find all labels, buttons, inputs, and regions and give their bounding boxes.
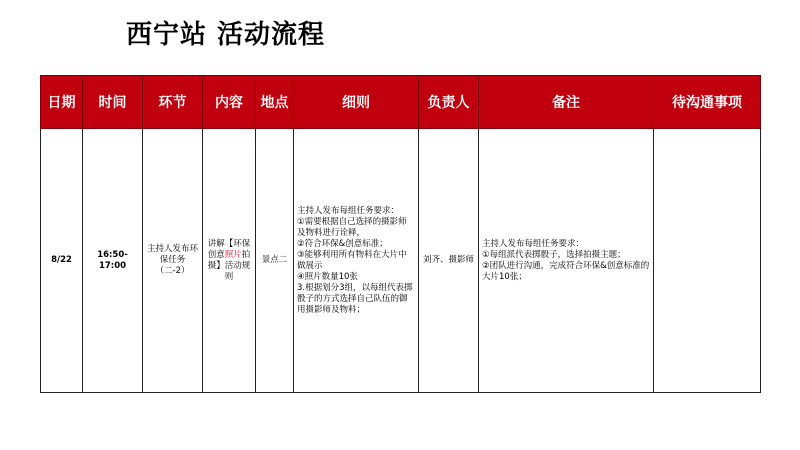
header-location: 地点 <box>256 76 294 129</box>
details-line: 3.根据划分3组，以每组代表掷骰子的方式选择自己队伍的御用摄影师及物料； <box>297 282 413 315</box>
page-title: 西宁站 活动流程 <box>126 20 326 50</box>
details-line: 主持人发布每组任务要求： <box>297 205 400 216</box>
details-line: ③能够利用所有物料在大片中做展示 <box>297 249 407 271</box>
details-line: ②符合环保&创意标准； <box>297 238 388 249</box>
content-suffix: 拍摄】活动规则 <box>207 249 251 282</box>
header-pending: 待沟通事项 <box>654 76 761 129</box>
cell-content <box>203 129 256 393</box>
header-content: 内容 <box>203 76 256 129</box>
notes-line: ①每组派代表掷骰子，选择拍摄主题； <box>482 249 626 260</box>
header-details: 细则 <box>294 76 419 129</box>
header-date: 日期 <box>41 76 83 129</box>
header-owner: 负责人 <box>419 76 479 129</box>
details-line: ④照片数量10张 <box>297 271 358 282</box>
header-time: 时间 <box>83 76 143 129</box>
cell-location: 景点二 <box>256 129 294 393</box>
content-highlight: 照片 <box>224 249 242 260</box>
content-prefix: 讲解【环保创意 <box>207 238 251 260</box>
cell-date: 8/22 <box>41 129 83 393</box>
details-line: ①需要根据自己选择的摄影师及物料进行诠释， <box>297 216 407 238</box>
table-header-row <box>41 76 761 129</box>
cell-details <box>294 129 419 393</box>
cell-time: 16:50-17:00 <box>83 129 143 393</box>
cell-segment: 主持人发布环保任务（二-2） <box>143 129 203 393</box>
cell-pending <box>654 129 761 393</box>
cell-notes <box>479 129 654 393</box>
header-notes: 备注 <box>479 76 654 129</box>
notes-line: 主持人发布每组任务要求： <box>482 238 585 249</box>
table-row <box>41 129 761 393</box>
notes-line: ②团队进行沟通，完成符合环保&创意标准的大片10张； <box>482 260 650 282</box>
activity-flow-table <box>40 75 761 393</box>
header-segment: 环节 <box>143 76 203 129</box>
cell-owner: 刘齐、摄影师 <box>419 129 479 393</box>
